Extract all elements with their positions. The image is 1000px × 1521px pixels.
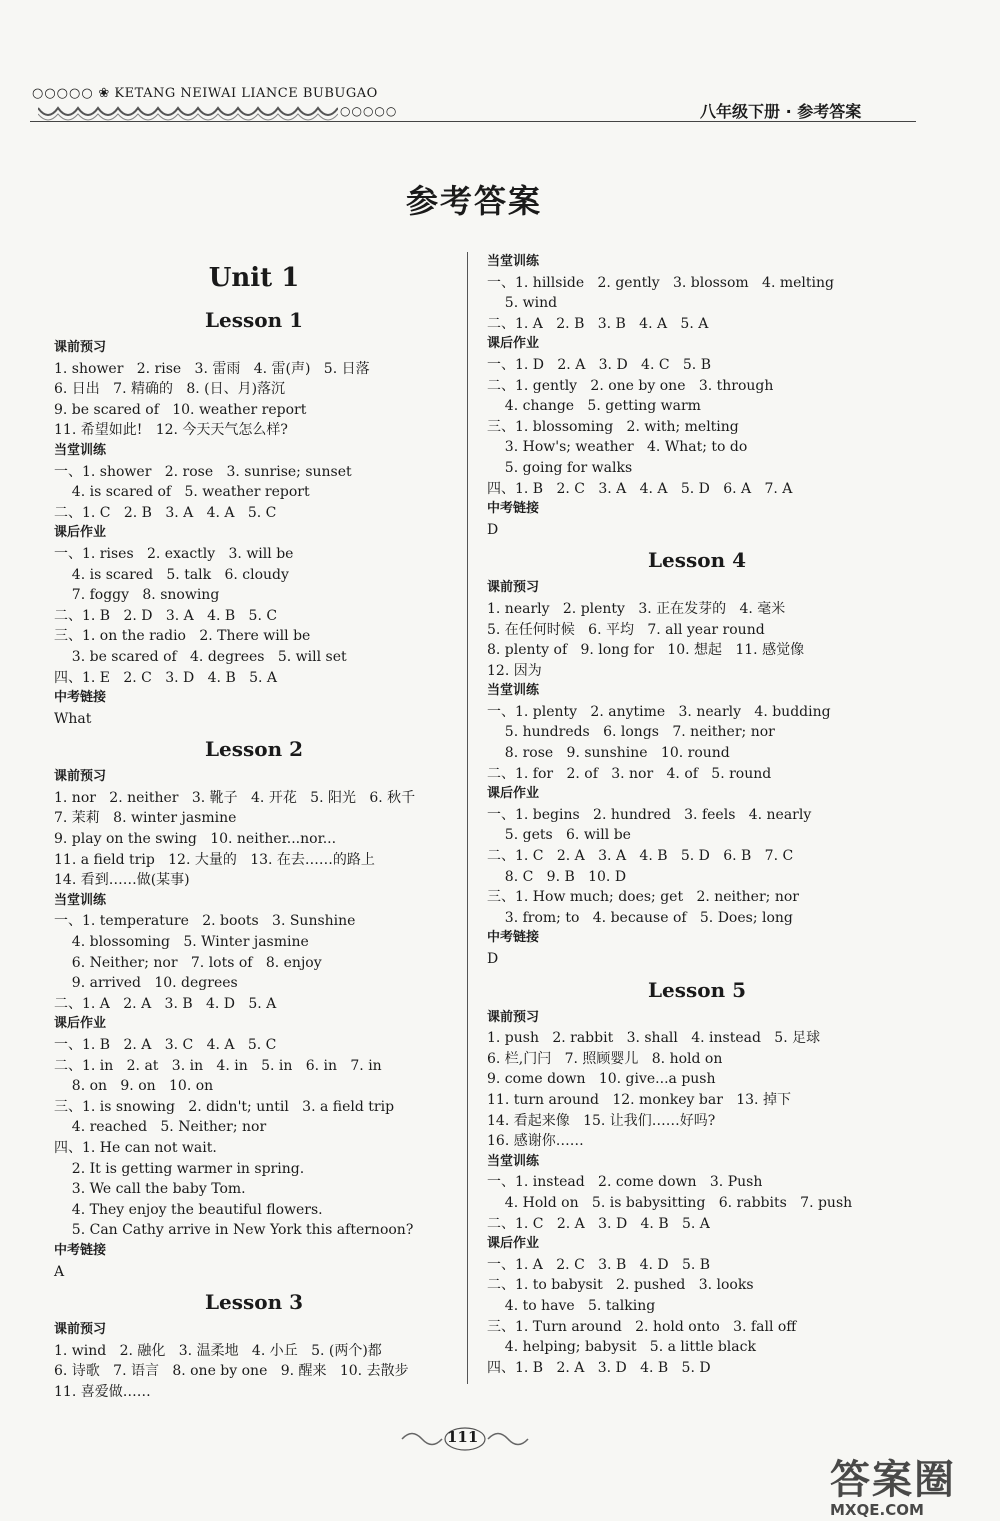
section-heading: 中考链接 xyxy=(54,1242,107,1258)
answer-line: 一、1. rises 2. exactly 3. will be xyxy=(54,545,294,562)
left-answer-list xyxy=(54,300,454,1403)
answer-line: 11. a field trip 12. 大量的 13. 在去……的路上 xyxy=(54,851,375,868)
answer-line: 7. 茉莉 8. winter jasmine xyxy=(54,810,237,827)
answer-line: 4. They enjoy the beautiful flowers. xyxy=(54,1201,323,1218)
answer-line: 5. Can Cathy arrive in New York this afternoon? xyxy=(54,1222,414,1239)
section-heading: 课后作业 xyxy=(487,336,540,352)
answer-line: 二、1. to babysit 2. pushed 3. looks xyxy=(487,1277,754,1294)
series-label xyxy=(32,86,378,101)
answer-line: 三、1. How much; does; get 2. neither; nor xyxy=(487,889,799,906)
answer-line: A xyxy=(54,1263,65,1280)
answer-line: 14. 看起来像 15. 让我们……好吗? xyxy=(487,1112,716,1129)
right-answer-list xyxy=(487,252,907,1378)
answer-line: 4. reached 5. Neither; nor xyxy=(54,1119,267,1136)
dots-right: ○○○○○ xyxy=(340,104,398,118)
answer-line: 8. on 9. on 10. on xyxy=(54,1078,214,1095)
answer-line: 二、1. for 2. of 3. nor 4. of 5. round xyxy=(487,765,772,782)
section-heading: 当堂训练 xyxy=(487,254,540,269)
lesson-title: Lesson 5 xyxy=(647,977,747,1002)
section-heading: 当堂训练 xyxy=(487,683,540,699)
answer-line: 二、1. C 2. A 3. A 4. B 5. D 6. B 7. C xyxy=(487,848,794,865)
answer-line: 3. be scared of 4. degrees 5. will set xyxy=(54,648,347,665)
section-heading: 中考链接 xyxy=(54,690,107,706)
section-heading: 课后作业 xyxy=(487,786,540,802)
answer-line: 一、1. shower 2. rose 3. sunrise; sunset xyxy=(54,463,352,480)
series-name: KETANG NEIWAI LIANCE BUBUGAO xyxy=(114,86,378,101)
lesson-title: Lesson 4 xyxy=(647,548,747,573)
answer-line: 8. C 9. B 10. D xyxy=(487,868,627,885)
answer-line: 5. hundreds 6. longs 7. neither; nor xyxy=(487,724,775,741)
answer-line: 一、1. plenty 2. anytime 3. nearly 4. budding xyxy=(487,703,831,720)
answer-line: 1. nearly 2. plenty 3. 正在发芽的 4. 毫米 xyxy=(487,600,786,617)
answer-line: 二、1. gently 2. one by one 3. through xyxy=(487,377,774,394)
answer-line: 三、1. Turn around 2. hold onto 3. fall off xyxy=(487,1318,797,1335)
section-heading: 课前预习 xyxy=(487,1009,540,1025)
section-heading: 课后作业 xyxy=(54,1016,107,1032)
answer-line: 4. to have 5. talking xyxy=(487,1297,656,1314)
dots-left: ○○○○○ xyxy=(32,86,94,101)
answer-line: 一、1. temperature 2. boots 3. Sunshine xyxy=(54,913,356,930)
answer-line: 一、1. hillside 2. gently 3. blossom 4. melting xyxy=(487,274,834,291)
unit-title: Unit 1 xyxy=(208,263,300,293)
answer-line: 四、1. E 2. C 3. D 4. B 5. A xyxy=(54,669,277,686)
answer-line: 四、1. B 2. A 3. D 4. B 5. D xyxy=(487,1359,711,1376)
answer-line: 二、1. A 2. A 3. B 4. D 5. A xyxy=(54,995,277,1012)
section-heading: 课前预习 xyxy=(54,1322,107,1338)
page-header xyxy=(0,0,1000,140)
answer-line: 5. 在任何时候 6. 平均 7. all year round xyxy=(487,621,765,638)
answer-line: 4. blossoming 5. Winter jasmine xyxy=(54,934,309,951)
section-heading: 当堂训练 xyxy=(487,1153,540,1169)
answer-line: 二、1. in 2. at 3. in 4. in 5. in 6. in 7. in xyxy=(54,1057,382,1074)
answer-line: 二、1. C 2. A 3. D 4. B 5. A xyxy=(487,1215,710,1232)
answer-line: 三、1. on the radio 2. There will be xyxy=(54,628,311,645)
answer-line: 一、1. A 2. C 3. B 4. D 5. B xyxy=(487,1256,711,1273)
column-divider xyxy=(467,252,468,1384)
answer-line: 8. plenty of 9. long for 10. 想起 11. 感觉像 xyxy=(487,642,805,659)
answer-line: 6. 日出 7. 精确的 8. (日、月)落沉 xyxy=(54,381,286,398)
answer-line: 3. We call the baby Tom. xyxy=(54,1181,246,1198)
section-heading: 课后作业 xyxy=(54,525,107,541)
answer-line: 四、1. B 2. C 3. A 4. A 5. D 6. A 7. A xyxy=(487,480,793,497)
answer-line: 三、1. is snowing 2. didn't; until 3. a field trip xyxy=(54,1098,395,1115)
lesson-title: Lesson 1 xyxy=(204,308,304,332)
flower-icon: ❀ xyxy=(98,86,110,101)
section-heading: 中考链接 xyxy=(487,930,540,946)
answer-line: 一、1. B 2. A 3. C 4. A 5. C xyxy=(54,1037,277,1053)
answer-line: D xyxy=(487,521,499,538)
section-heading: 课后作业 xyxy=(487,1236,540,1252)
answer-line: 9. come down 10. give...a push xyxy=(487,1071,716,1088)
section-heading: 当堂训练 xyxy=(54,442,107,458)
answer-line: 11. turn around 12. monkey bar 13. 掉下 xyxy=(487,1091,791,1108)
answer-line: 5. wind xyxy=(487,295,558,312)
answer-line: 一、1. instead 2. come down 3. Push xyxy=(487,1174,763,1191)
answer-line: 5. going for walks xyxy=(487,459,633,476)
answer-line: 1. wind 2. 融化 3. 温柔地 4. 小丘 5. (两个)都 xyxy=(54,1342,382,1359)
answer-line: 16. 感谢你…… xyxy=(487,1133,584,1150)
answer-line: 9. be scared of 10. weather report xyxy=(54,401,307,418)
answer-line: 4. change 5. getting warm xyxy=(487,398,701,415)
answer-line: 3. How's; weather 4. What; to do xyxy=(487,439,748,456)
header-divider xyxy=(30,121,916,122)
page-number: 111 xyxy=(447,1428,479,1446)
answer-line: 二、1. B 2. D 3. A 4. B 5. C xyxy=(54,607,278,624)
answer-line: 6. 栏,门闩 7. 照顾婴儿 8. hold on xyxy=(487,1050,723,1067)
lesson-title: Lesson 2 xyxy=(204,737,304,762)
answer-line: 1. shower 2. rise 3. 雷雨 4. 雷(声) 5. 日落 xyxy=(54,360,370,377)
book-label: 八年级下册 · 参考答案 xyxy=(700,102,862,121)
answer-line: 2. It is getting warmer in spring. xyxy=(54,1160,305,1177)
answer-line: 1. nor 2. neither 3. 靴子 4. 开花 5. 阳光 6. 秋千 xyxy=(54,789,416,806)
answer-line: 14. 看到……做(某事) xyxy=(54,872,190,889)
answer-line: 7. foggy 8. snowing xyxy=(54,587,220,604)
answer-line: 三、1. blossoming 2. with; melting xyxy=(487,418,739,435)
answer-line: 1. push 2. rabbit 3. shall 4. instead 5. 足球 xyxy=(487,1030,821,1047)
answer-line: 4. is scared of 5. weather report xyxy=(54,484,310,501)
answer-line: 4. helping; babysit 5. a little black xyxy=(487,1339,756,1356)
answer-line: 二、1. A 2. B 3. B 4. A 5. A xyxy=(487,315,709,332)
answer-line: 9. arrived 10. degrees xyxy=(54,975,238,992)
lesson-title: Lesson 3 xyxy=(204,1290,304,1315)
answer-line: D xyxy=(487,951,499,967)
answer-line: 5. gets 6. will be xyxy=(487,827,631,844)
section-heading: 课前预习 xyxy=(487,580,540,596)
answer-line: 四、1. He can not wait. xyxy=(54,1139,217,1156)
answer-line: 一、1. begins 2. hundred 3. feels 4. nearly xyxy=(487,806,812,823)
answer-line: 6. Neither; nor 7. lots of 8. enjoy xyxy=(54,954,322,971)
section-heading: 中考链接 xyxy=(487,501,540,517)
ornament-border-icon xyxy=(38,104,338,126)
page-title: 参考答案 xyxy=(405,182,542,220)
answer-line: 一、1. D 2. A 3. D 4. C 5. B xyxy=(487,356,711,373)
answer-line: 11. 喜爱做…… xyxy=(54,1383,151,1400)
answer-line: 12. 因为 xyxy=(487,662,542,679)
answer-line: 4. Hold on 5. is babysitting 6. rabbits 7. push xyxy=(487,1194,853,1211)
section-heading: 当堂训练 xyxy=(54,892,107,908)
watermark-url: MXQE.COM xyxy=(830,1501,924,1519)
right-column xyxy=(487,252,907,1378)
watermark xyxy=(830,1448,956,1519)
answer-line: 11. 希望如此! 12. 今天天气怎么样? xyxy=(54,422,288,439)
section-heading: 课前预习 xyxy=(54,769,107,785)
answer-line: What xyxy=(54,710,92,727)
answer-line: 4. is scared 5. talk 6. cloudy xyxy=(54,566,289,583)
answer-line: 二、1. C 2. B 3. A 4. A 5. C xyxy=(54,504,277,521)
answer-line: 8. rose 9. sunshine 10. round xyxy=(487,745,730,762)
answer-line: 6. 诗歌 7. 语言 8. one by one 9. 醒来 10. 去散步 xyxy=(54,1363,409,1380)
section-heading: 课前预习 xyxy=(54,340,107,355)
answer-line: 3. from; to 4. because of 5. Does; long xyxy=(487,909,793,926)
left-column xyxy=(54,256,454,1403)
answer-line: 9. play on the swing 10. neither...nor... xyxy=(54,831,337,848)
watermark-text: 答案圈 xyxy=(830,1457,956,1503)
